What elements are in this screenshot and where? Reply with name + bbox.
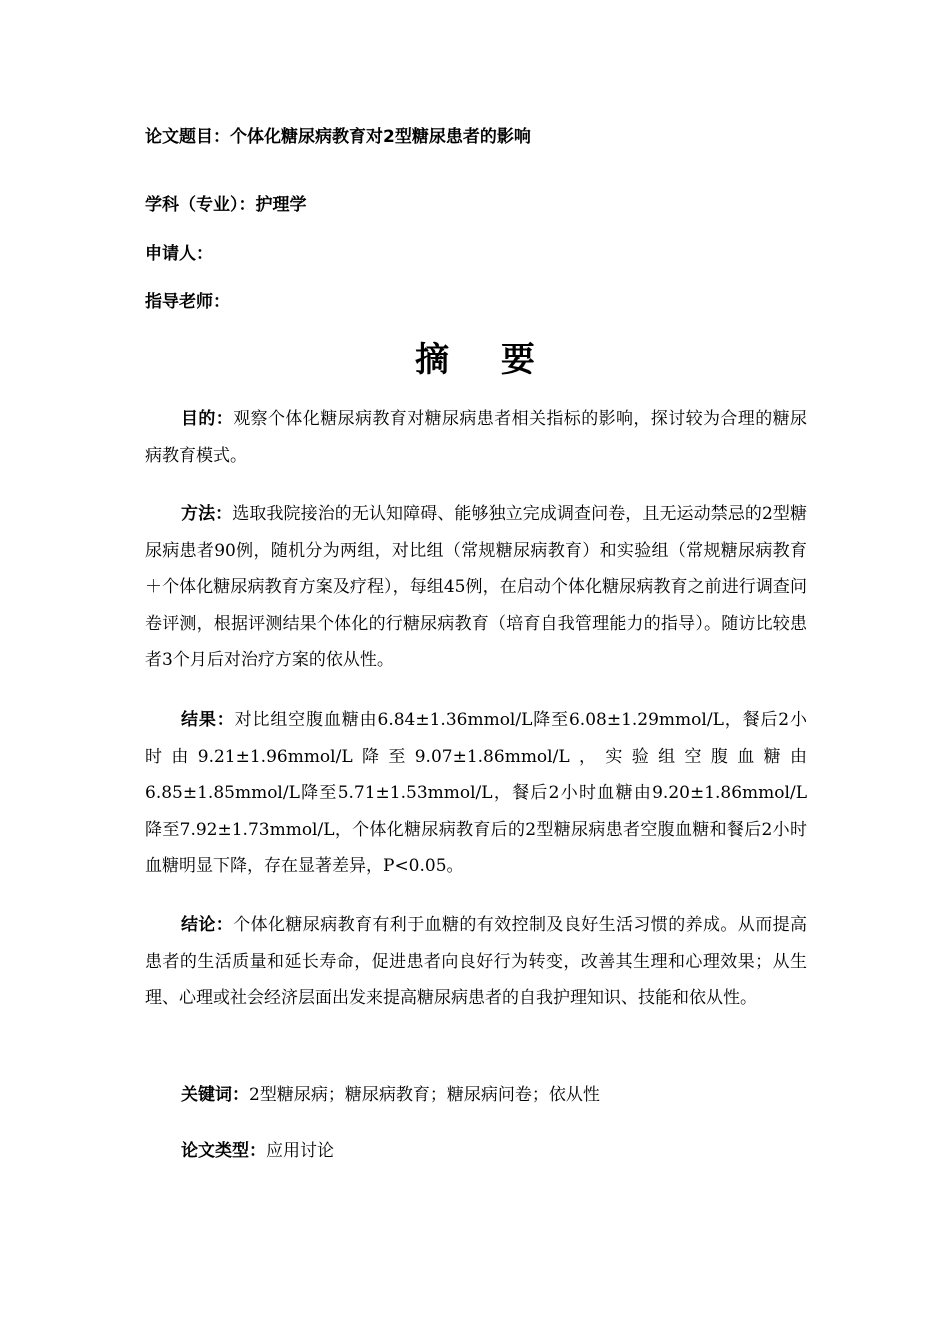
discipline-line [145, 193, 307, 217]
discipline-label: 学科（专业）： [145, 195, 256, 215]
purpose-paragraph [145, 401, 807, 474]
advisor-label: 指导老师： [145, 292, 230, 312]
keywords-line [181, 1083, 600, 1107]
thesis-title: 个体化糖尿病教育对2型糖尿患者的影响 [230, 127, 531, 147]
result-text: 对比组空腹血糖由6.84±1.36mmol/L降至6.08±1.29mmol/L，餐后2小时由9.21±1.96mmol/L降至9.07±1.86mmol/L，实验组空腹血糖由6.85±1.85mmol/L降至5.71±1.53mmol/L，餐后2小时血糖由9.20±1.86mmol/L降至7.92±1.73mmol/L，个体化糖尿病教育后的2型糖尿病患者空腹血糖和餐后2小时血糖明显下降，存在显著差异，P<0.05。 [145, 710, 807, 877]
keywords-label: 关键词： [181, 1085, 249, 1105]
method-text: 选取我院接治的无认知障碍、能够独立完成调查问卷，且无运动禁忌的2型糖尿病患者90例，随机分为两组，对比组（常规糖尿病教育）和实验组（常规糖尿病教育＋个体化糖尿病教育方案及疗程），每组45例，在启动个体化糖尿病教育之前进行调查问卷评测，根据评测结果个体化的行糖尿病教育（培育自我管理能力的指导）。随访比较患者3个月后对治疗方案的依从性。 [145, 504, 807, 671]
conclusion-label: 结论： [181, 915, 234, 935]
result-label: 结果： [181, 710, 235, 730]
advisor-line [145, 290, 230, 314]
thesis-type-value: 应用讨论 [266, 1141, 334, 1161]
applicant-label: 申请人： [145, 244, 213, 264]
purpose-text: 观察个体化糖尿病教育对糖尿病患者相关指标的影响，探讨较为合理的糖尿病教育模式。 [145, 409, 808, 466]
conclusion-paragraph [145, 907, 807, 1017]
thesis-title-label: 论文题目： [145, 127, 230, 147]
conclusion-text: 个体化糖尿病教育有利于血糖的有效控制及良好生活习惯的养成。从而提高患者的生活质量和延长寿命，促进患者向良好行为转变，改善其生理和心理效果；从生理、心理或社会经济层面出发来提高糖尿病患者的自我护理知识、技能和依从性。 [145, 915, 808, 1009]
thesis-title-line [145, 125, 531, 149]
keywords-value: 2型糖尿病；糖尿病教育；糖尿病问卷；依从性 [249, 1085, 600, 1105]
thesis-type-label: 论文类型： [181, 1141, 266, 1161]
abstract-heading: 摘 要 [415, 340, 555, 380]
result-paragraph [145, 702, 807, 885]
thesis-type-line [181, 1139, 334, 1163]
method-label: 方法： [181, 504, 233, 524]
method-paragraph [145, 496, 807, 679]
discipline-value: 护理学 [255, 195, 307, 215]
applicant-line [145, 242, 213, 266]
purpose-label: 目的： [181, 409, 234, 429]
